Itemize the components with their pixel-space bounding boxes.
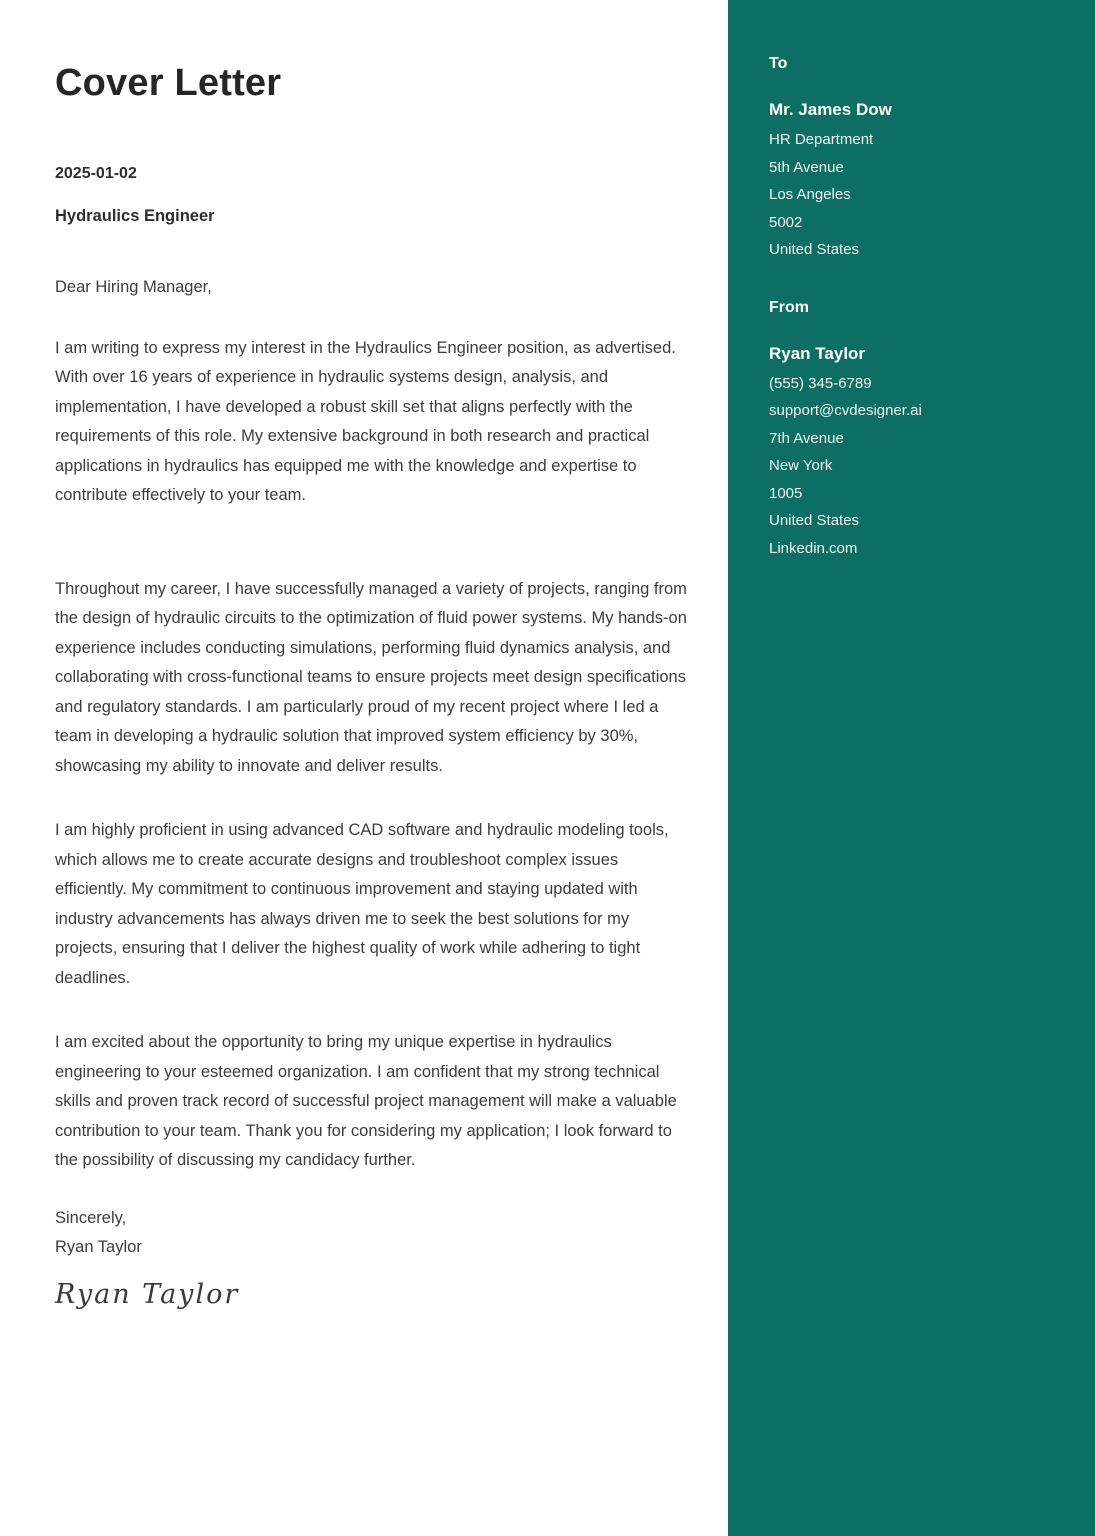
- recipient-name: Mr. James Dow: [769, 100, 892, 119]
- sender-linkedin: Linkedin.com: [769, 539, 858, 557]
- recipient-section: [769, 54, 1067, 264]
- to-heading: To: [769, 55, 788, 72]
- from-heading: From: [769, 298, 809, 316]
- signature-script: Ryan Taylor: [55, 1278, 240, 1310]
- recipient-department: HR Department: [769, 131, 874, 148]
- letter-paragraph-2: Throughout my career, I have successfully managed a variety of projects, ranging from the design of hydraulic circuits to the optimization of fluid power systems. My hands-on experience includes conducting simulations, performing fluid dynamics analysis, and collaborating with cross-functional teams to ensure projects meet design specifications and regulatory standards. I am particularly proud of my recent project where I led a team in developing a hydraulic solution that improved system efficiency by 30%, showcasing my ability to innovate and deliver results.: [55, 579, 687, 775]
- recipient-country: United States: [769, 241, 860, 258]
- recipient-city: Los Angeles: [769, 186, 851, 203]
- sender-city: New York: [769, 457, 833, 474]
- job-title: Hydraulics Engineer: [55, 206, 215, 225]
- sender-street: 7th Avenue: [769, 429, 844, 447]
- letter-paragraph-4: I am excited about the opportunity to bring my unique expertise in hydraulics engineering to your esteemed organization. I am confident that my strong technical skills and proven track record of successful project management will make a valuable contribution to your team. Thank you for considering my application; I look forward to the possibility of discussing my candidacy further.: [55, 1033, 677, 1170]
- letter-date: 2025-01-02: [55, 164, 137, 182]
- recipient-zip: 5002: [769, 213, 803, 231]
- recipient-street: 5th Avenue: [769, 158, 844, 176]
- sender-phone: (555) 345-6789: [769, 374, 872, 392]
- page-title: Cover Letter: [55, 62, 282, 104]
- closing-name: Ryan Taylor: [55, 1238, 142, 1257]
- sender-email: support@cvdesigner.ai: [769, 402, 922, 419]
- sender-name: Ryan Taylor: [769, 343, 866, 363]
- closing-word: Sincerely,: [55, 1208, 127, 1227]
- sender-zip: 1005: [769, 484, 803, 502]
- sender-section: [769, 298, 1067, 563]
- letter-paragraph-3: I am highly proficient in using advanced CAD software and hydraulic modeling tools, which allows me to create accurate designs and troubleshoot complex issues efficiently. My commitment to continuous improvement and staying updated with industry advancements has always driven me to seek the best solutions for my projects, ensuring that I deliver the highest quality of work while adhering to tight deadlines.: [55, 821, 669, 987]
- sender-country: United States: [769, 512, 860, 529]
- contact-sidebar: [728, 0, 1095, 1536]
- salutation: Dear Hiring Manager,: [55, 277, 212, 296]
- letter-paragraph-1: I am writing to express my interest in the Hydraulics Engineer position, as advertised. With over 16 years of experience in hydraulic systems design, analysis, and implementation, I have developed a robust skill set that aligns perfectly with the requirements of this role. My extensive background in both research and practical applications in hydraulics has equipped me with the knowledge and expertise to contribute effectively to your team.: [55, 338, 676, 505]
